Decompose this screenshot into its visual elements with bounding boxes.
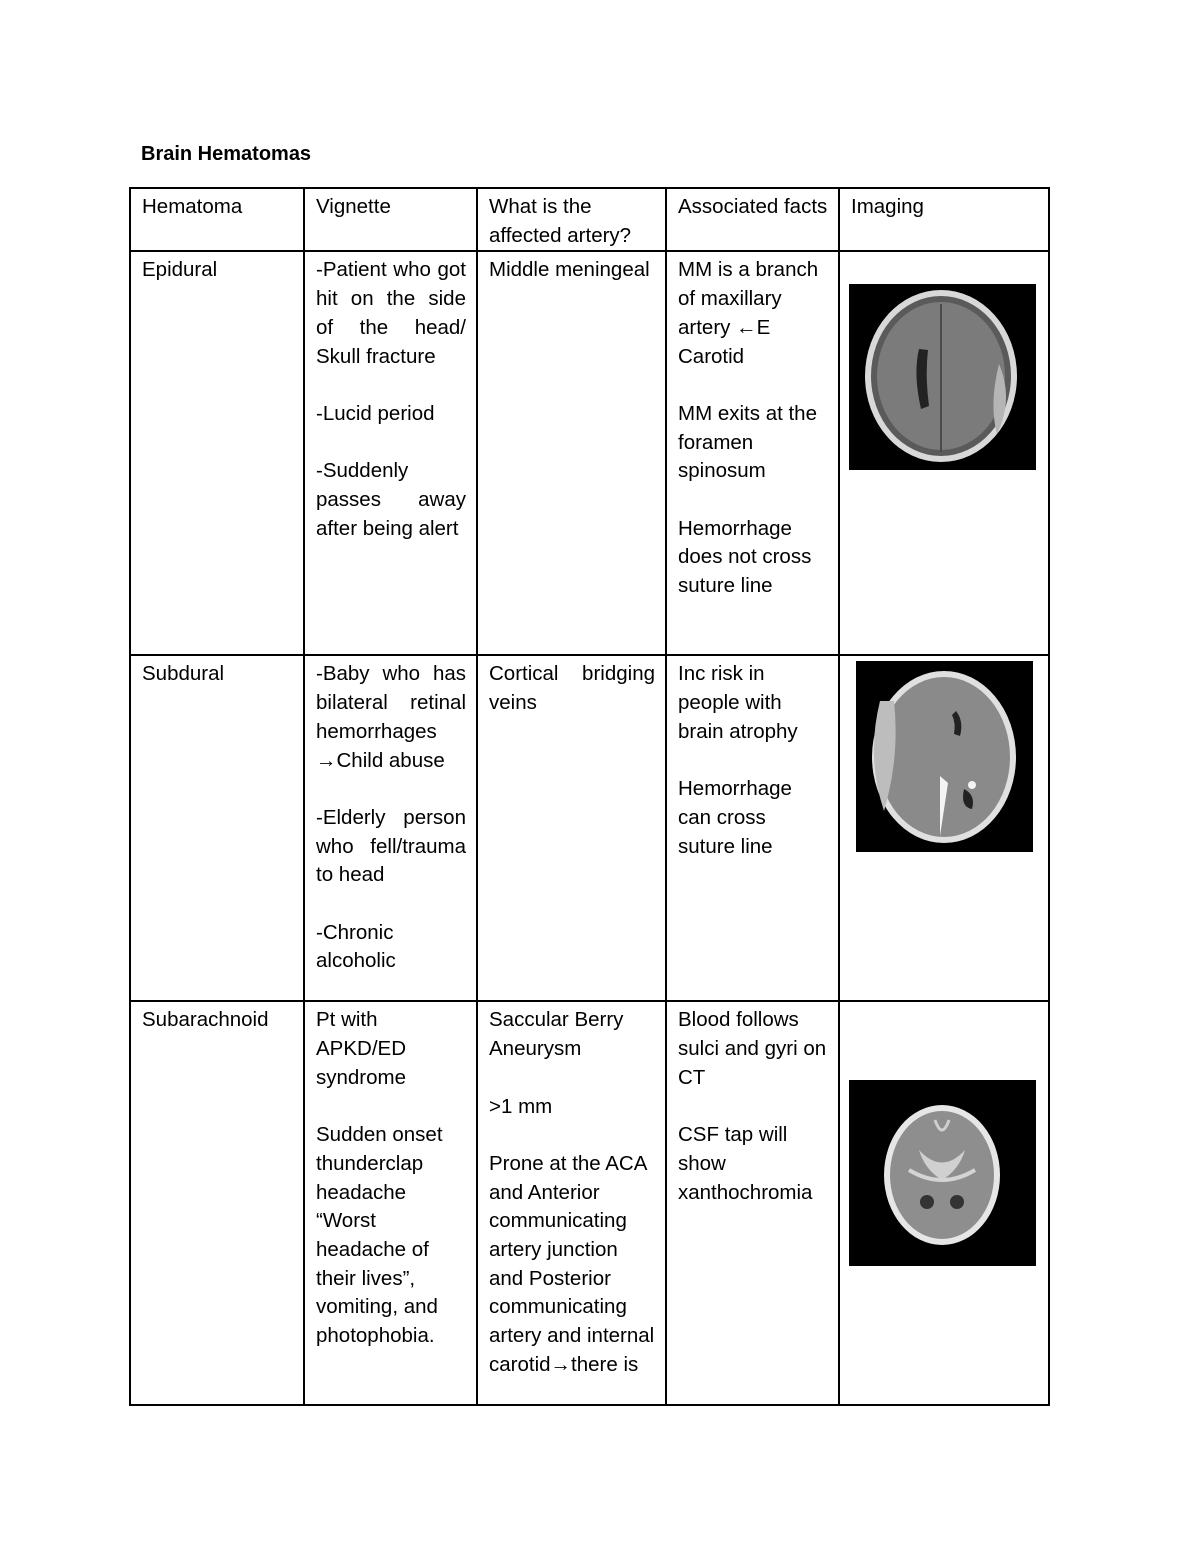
header-vignette: Vignette	[304, 188, 477, 251]
fact-item: Hemorrhage can cross suture line	[678, 777, 792, 858]
vignette-cell	[304, 655, 477, 1001]
fact-item: MM exits at the foramen spinosum	[678, 401, 817, 483]
fact-item: CSF tap will show xanthochromia	[678, 1123, 813, 1204]
hematoma-name: Subdural	[130, 655, 304, 1001]
vignette-item: -Baby who has bilateral retinal hemorrhages →Child abuse	[316, 662, 466, 772]
header-hematoma: Hematoma	[130, 188, 304, 251]
ct-scan-subdural-icon	[856, 661, 1033, 852]
artery-item: Cortical bridging veins	[489, 662, 655, 715]
vignette-item: Pt with APKD/ED syndrome	[316, 1008, 407, 1089]
hematoma-name: Subarachnoid	[130, 1001, 304, 1405]
table-header-row	[130, 188, 1049, 251]
artery-item: Middle meningeal	[489, 258, 650, 282]
artery-cell	[477, 251, 666, 655]
table-row	[130, 1001, 1049, 1405]
header-facts: Associated facts	[666, 188, 839, 251]
vignette-item: -Chronic alcoholic	[316, 920, 396, 973]
facts-cell	[666, 251, 839, 655]
artery-item: Prone at the ACA and Anterior communicating artery junction and Posterior communicating artery and internal carotid→there is	[489, 1151, 655, 1376]
header-imaging: Imaging	[839, 188, 1049, 251]
ct-scan-subarachnoid-icon	[849, 1080, 1036, 1266]
artery-item: Saccular Berry Aneurysm	[489, 1008, 624, 1061]
ct-scan-epidural-icon	[849, 284, 1036, 470]
fact-item: Blood follows sulci and gyri on CT	[678, 1008, 827, 1089]
vignette-item: Sudden onset thunderclap headache “Worst headache of their lives”, vomiting, and photophobia.	[316, 1123, 443, 1348]
fact-item: Hemorrhage does not cross suture line	[678, 516, 812, 598]
imaging-cell	[839, 251, 1049, 655]
fact-item: MM is a branch of maxillary artery ←E Carotid	[678, 258, 819, 368]
hematoma-name: Epidural	[130, 251, 304, 655]
vignette-cell	[304, 1001, 477, 1405]
hematoma-table	[129, 187, 1050, 1406]
facts-cell	[666, 655, 839, 1001]
imaging-cell	[839, 1001, 1049, 1405]
page-title: Brain Hematomas	[141, 143, 312, 165]
table-row	[130, 251, 1049, 655]
artery-item: >1 mm	[489, 1094, 553, 1118]
imaging-cell	[839, 655, 1049, 1001]
table-row	[130, 655, 1049, 1001]
vignette-item: -Lucid period	[316, 401, 435, 425]
vignette-item: -Suddenly passes away after being alert	[316, 459, 466, 540]
facts-cell	[666, 1001, 839, 1405]
vignette-item: -Elderly person who fell/trauma to head	[316, 805, 466, 887]
header-artery: What is the affected artery?	[477, 188, 666, 251]
artery-cell	[477, 1001, 666, 1405]
fact-item: Inc risk in people with brain atrophy	[678, 662, 798, 743]
vignette-cell	[304, 251, 477, 655]
vignette-item: -Patient who got hit on the side of the head/ Skull fracture	[316, 258, 466, 368]
artery-cell	[477, 655, 666, 1001]
